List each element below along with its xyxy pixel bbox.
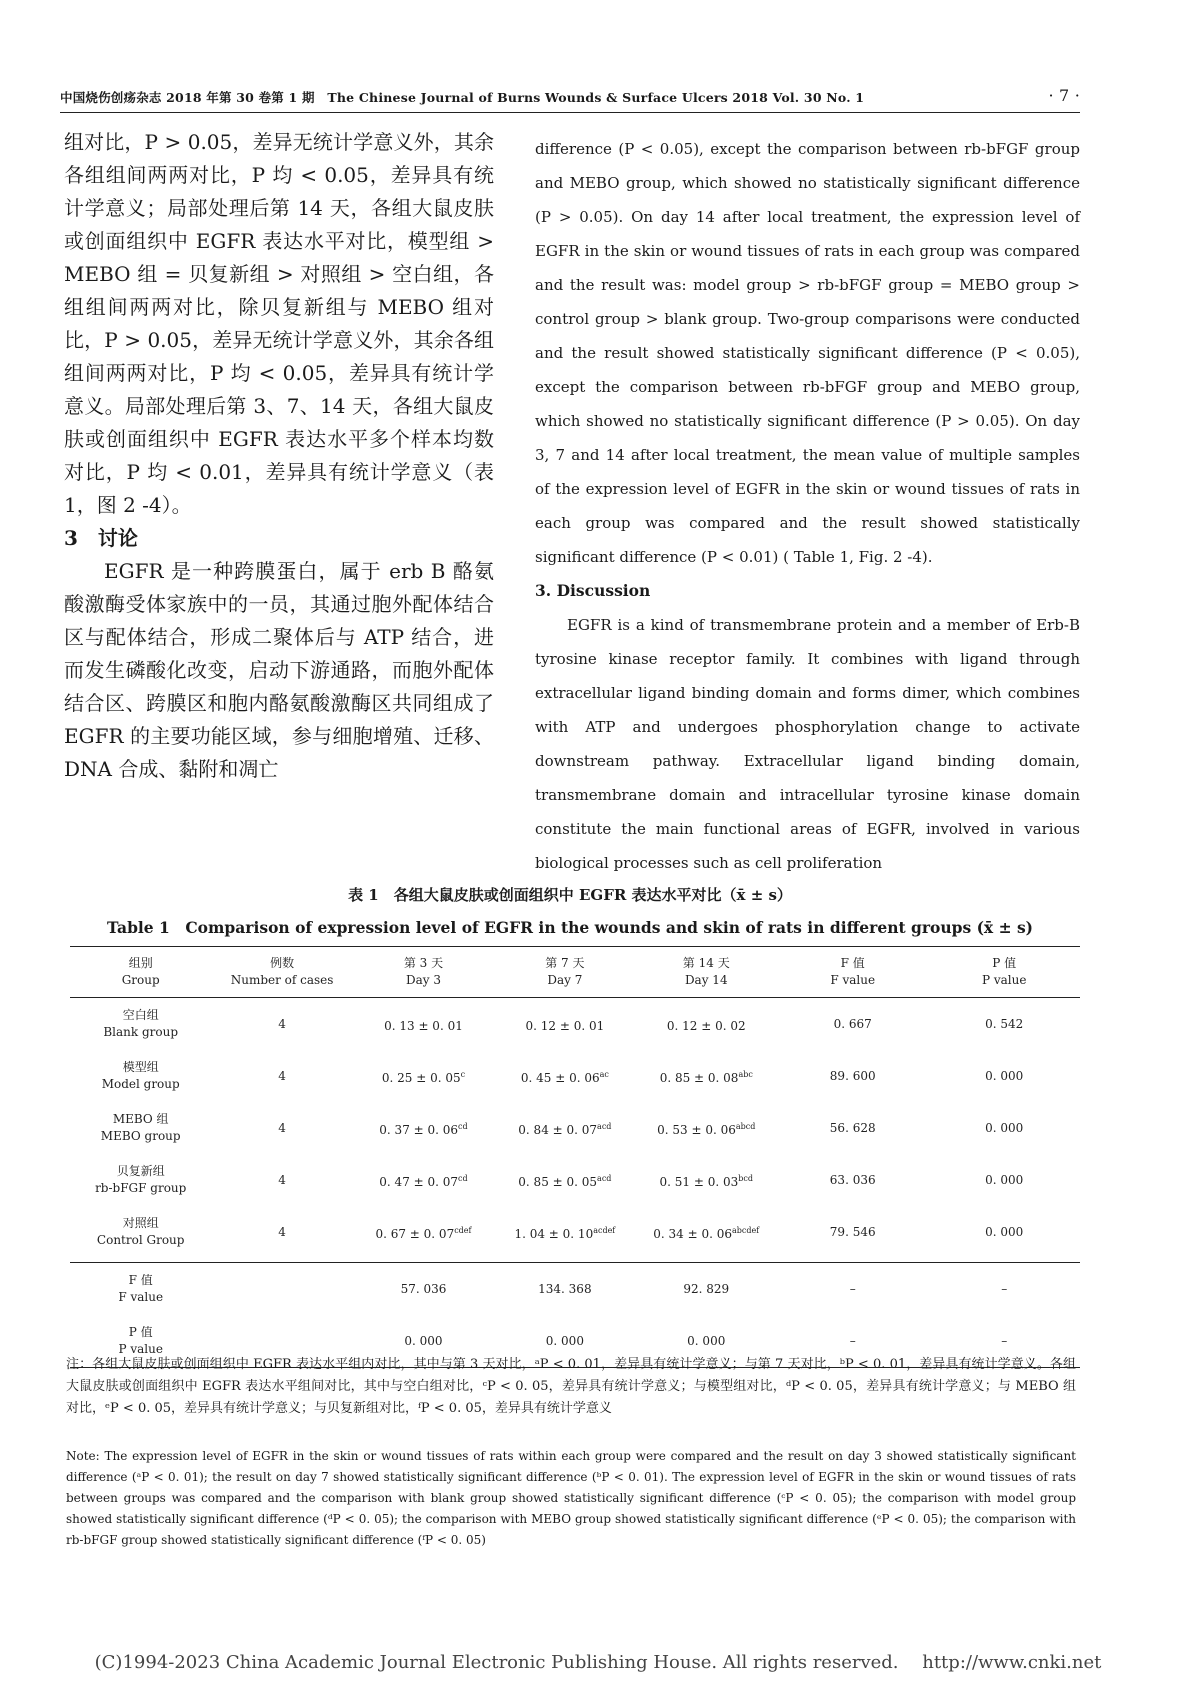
discussion-paragraph-en: EGFR is a kind of transmembrane protein and a member of Erb-B tyrosine kinase receptor family. It combines with ligand through extracellular ligand binding domain and forms dimer, which combines with ATP and undergoes phosphorylation change to activate downstream pathway. Extracellular ligand binding domain, transmembrane domain and intracellular tyrosine kinase domain constitute the main functional areas of EGFR, involved in various biological processes such as cell proliferation [535,616,1080,872]
cell-day3: 0. 000 [404,1333,443,1348]
header-f-value: F 值 F value [830,956,876,987]
cell-f: 0. 667 [833,1016,872,1031]
cell-day3: 0. 67 ± 0. $07^{cdef}$ [375,1225,472,1241]
table-caption-cn: 表 1 各组大鼠皮肤或创面组织中 EGFR 表达水平对比（x̄ ± s） [348,886,792,904]
header-group: 组别 Group [121,956,160,987]
cell-cases: 4 [278,1016,286,1031]
table-row-control [70,1206,1080,1263]
cell-day7: 0. 45 ± 0. $06^{ac}$ [520,1069,609,1085]
table-note-cn: 注：各组大鼠皮肤或创面组织中 EGFR 表达水平组内对比，其中与第 3 天对比，ᵃP < 0. 01，差异具有统计学意义；与第 7 天对比，ᵇP < 0. 01，差异具有统计学意义。各组大鼠皮肤或创面组织中 EGFR 表达水平组间对比，其中与空白组对比，ᶜP < 0. 05，差异具有统计学意义；与模型组对比，ᵈP < 0. 05，差异具有统计学意义；与 MEBO 组对比，ᵉP < 0. 05，差异具有统计学意义；与贝复新组对比，ᶠP < 0. 05，差异具有统计学意义 [66,1357,1076,1416]
cell-f: – [849,1281,856,1296]
cell-empty [211,1263,352,1316]
cell-group: 贝复新组 rb-bFGF group [95,1164,187,1195]
cell-cases: 4 [278,1224,286,1239]
cell-p: 0. 000 [985,1172,1024,1187]
table-note-en: Note: The expression level of EGFR in the skin or wound tissues of rats within each group were compared and the result on day 3 showed statistically significant difference (ᵃP < 0. 01); the result on day 7 showed statistically significant difference (ᵇP < 0. 01). The expression level of EGFR in the skin or wound tissues of rats between groups was compared and the comparison with blank group showed statistically significant difference (ᶜP < 0. 05); the comparison with model group showed statistically significant difference (ᵈP < 0. 05); the comparison with MEBO group showed statistically significant difference (ᵉP < 0. 05); the comparison with rb-bFGF group showed statistically significant difference (ᶠP < 0. 05) [66,1449,1076,1547]
header-rule [60,112,1080,113]
cell-day3: 57. 036 [400,1281,447,1296]
discussion-heading-cn: 3 讨论 [64,526,138,550]
cell-group: MEBO 组 MEBO group [100,1112,181,1143]
cell-day7: 134. 368 [538,1281,592,1296]
cell-group: 模型组 Model group [101,1060,180,1091]
cell-p: 0. 000 [985,1120,1024,1135]
cell-day7: 0. 12 ± 0. 01 [525,1018,605,1033]
cell-p: – [1001,1281,1008,1296]
running-header [60,88,1080,106]
cell-cases: 4 [278,1172,286,1187]
cell-day7: 0. 000 [545,1333,584,1348]
table-row-model [70,1050,1080,1102]
cell-p: – [1001,1333,1008,1348]
cell-p: 0. 000 [985,1224,1024,1239]
discussion-heading-en: 3. Discussion [535,581,651,600]
cell-day14: 92. 829 [683,1281,730,1296]
egfr-expression-table [70,946,1080,1368]
header-cases: 例数 Number of cases [230,956,334,987]
cell-day7: 0. 84 ± 0. $07^{acd}$ [518,1121,612,1137]
cell-day3: 0. 47 ± 0. $07^{cd}$ [379,1173,468,1189]
cell-f: – [849,1333,856,1348]
cell-label: P 值 P value [118,1325,163,1356]
cell-day14: 0. 34 ± 0. $06^{abcdef}$ [653,1225,760,1241]
cell-day14: 0. 85 ± 0. $08^{abc}$ [659,1069,753,1085]
table-row-f-value [70,1263,1080,1316]
table-row-blank [70,998,1080,1051]
discussion-paragraph-cn: EGFR 是一种跨膜蛋白，属于 erb B 酪氨酸激酶受体家族中的一员，其通过胞外配体结合区与配体结合，形成二聚体后与 ATP 结合，进而发生磷酸化改变，启动下游通路，而胞外配体结合区、跨膜区和胞内酪氨酸激酶区共同组成了 EGFR 的主要功能区域，参与细胞增殖、迁移、DNA 合成、黏附和凋亡 [64,559,494,781]
header-day14: 第 14 天 Day 14 [682,956,730,987]
left-column-chinese [64,126,494,786]
results-paragraph-cn: 组对比，P > 0.05，差异无统计学意义外，其余各组组间两两对比，P 均 < 0.05，差异具有统计学意义；局部处理后第 14 天，各组大鼠皮肤或创面组织中 EGFR 表达水平对比，模型组 > MEBO 组 = 贝复新组 > 对照组 > 空白组，各组组间两两对比，除贝复新组与 MEBO 组对比，P > 0.05，差异无统计学意义外，其余各组组间两两对比，P 均 < 0.05，差异具有统计学意义。局部处理后第 3、7、14 天，各组大鼠皮肤或创面组织中 EGFR 表达水平多个样本均数对比，P 均 < 0.01，差异具有统计学意义（表 1，图 2 -4）。 [64,130,494,517]
copyright-footer: (C)1994-2023 China Academic Journal Electronic Publishing House. All rights reserved. http://www.cnki.net [94,1652,1102,1673]
table-caption-en: Table 1 Comparison of expression level of EGFR in the wounds and skin of rats in different groups (x̄ ± s) [106,918,1034,937]
header-day3: 第 3 天 Day 3 [403,956,444,987]
cell-day3: 0. 37 ± 0. $06^{cd}$ [379,1121,468,1137]
right-column-english [535,132,1080,880]
journal-header-text: 中国烧伤创疡杂志 2018 年第 30 卷第 1 期 The Chinese Journal of Burns Wounds & Surface Ulcers 2018 Vol. 30 No. 1 [60,90,865,105]
table-header-row [70,947,1080,998]
cell-day7: 0. 85 ± 0. $05^{acd}$ [518,1173,612,1189]
cell-f: 89. 600 [829,1068,876,1083]
cell-label: F 值 F value [118,1273,164,1304]
cell-day14: 0. 12 ± 0. 02 [666,1018,746,1033]
cell-f: 63. 036 [829,1172,876,1187]
cell-f: 79. 546 [829,1224,876,1239]
cell-day14: 0. 51 ± 0. $03^{bcd}$ [659,1173,753,1189]
cell-group: 对照组 Control Group [96,1216,185,1247]
header-p-value: P 值 P value [981,956,1027,987]
cell-p: 0. 000 [985,1068,1024,1083]
results-paragraph-en: difference (P < 0.05), except the comparison between rb-bFGF group and MEBO group, which showed no statistically significant difference (P > 0.05). On day 14 after local treatment, the expression level of EGFR in the skin or wound tissues of rats in each group was compared and the result was: model group > rb-bFGF group = MEBO group > control group > blank group. Two-group comparisons were conducted and the result showed statistically significant difference (P < 0.05), except the comparison between rb-bFGF group and MEBO group, which showed no statistically significant difference (P > 0.05). On day 3, 7 and 14 after local treatment, the mean value of multiple samples of the expression level of EGFR in the skin or wound tissues of rats in each group was compared and the result showed statistically significant difference (P < 0.01) ( Table 1, Fig. 2 -4). [535,140,1080,566]
page-number: · 7 · [1048,86,1080,105]
table-row-rbbfgf [70,1154,1080,1206]
cell-f: 56. 628 [829,1120,876,1135]
cell-day3: 0. 13 ± 0. 01 [384,1018,463,1033]
header-day7: 第 7 天 Day 7 [545,956,585,987]
cell-p: 0. 542 [985,1016,1024,1031]
cell-cases: 4 [278,1120,286,1135]
cell-cases: 4 [278,1068,286,1083]
cell-day3: 0. 25 ± 0. 05$^c$ [381,1069,466,1085]
table-row-mebo [70,1102,1080,1154]
cell-group: 空白组 Blank group [103,1008,179,1039]
cell-day7: 1. 04 ± 0. $10^{acdef}$ [514,1225,616,1241]
cell-day14: 0. 000 [687,1333,726,1348]
cell-day14: 0. 53 ± 0. $06^{abcd}$ [657,1121,756,1137]
